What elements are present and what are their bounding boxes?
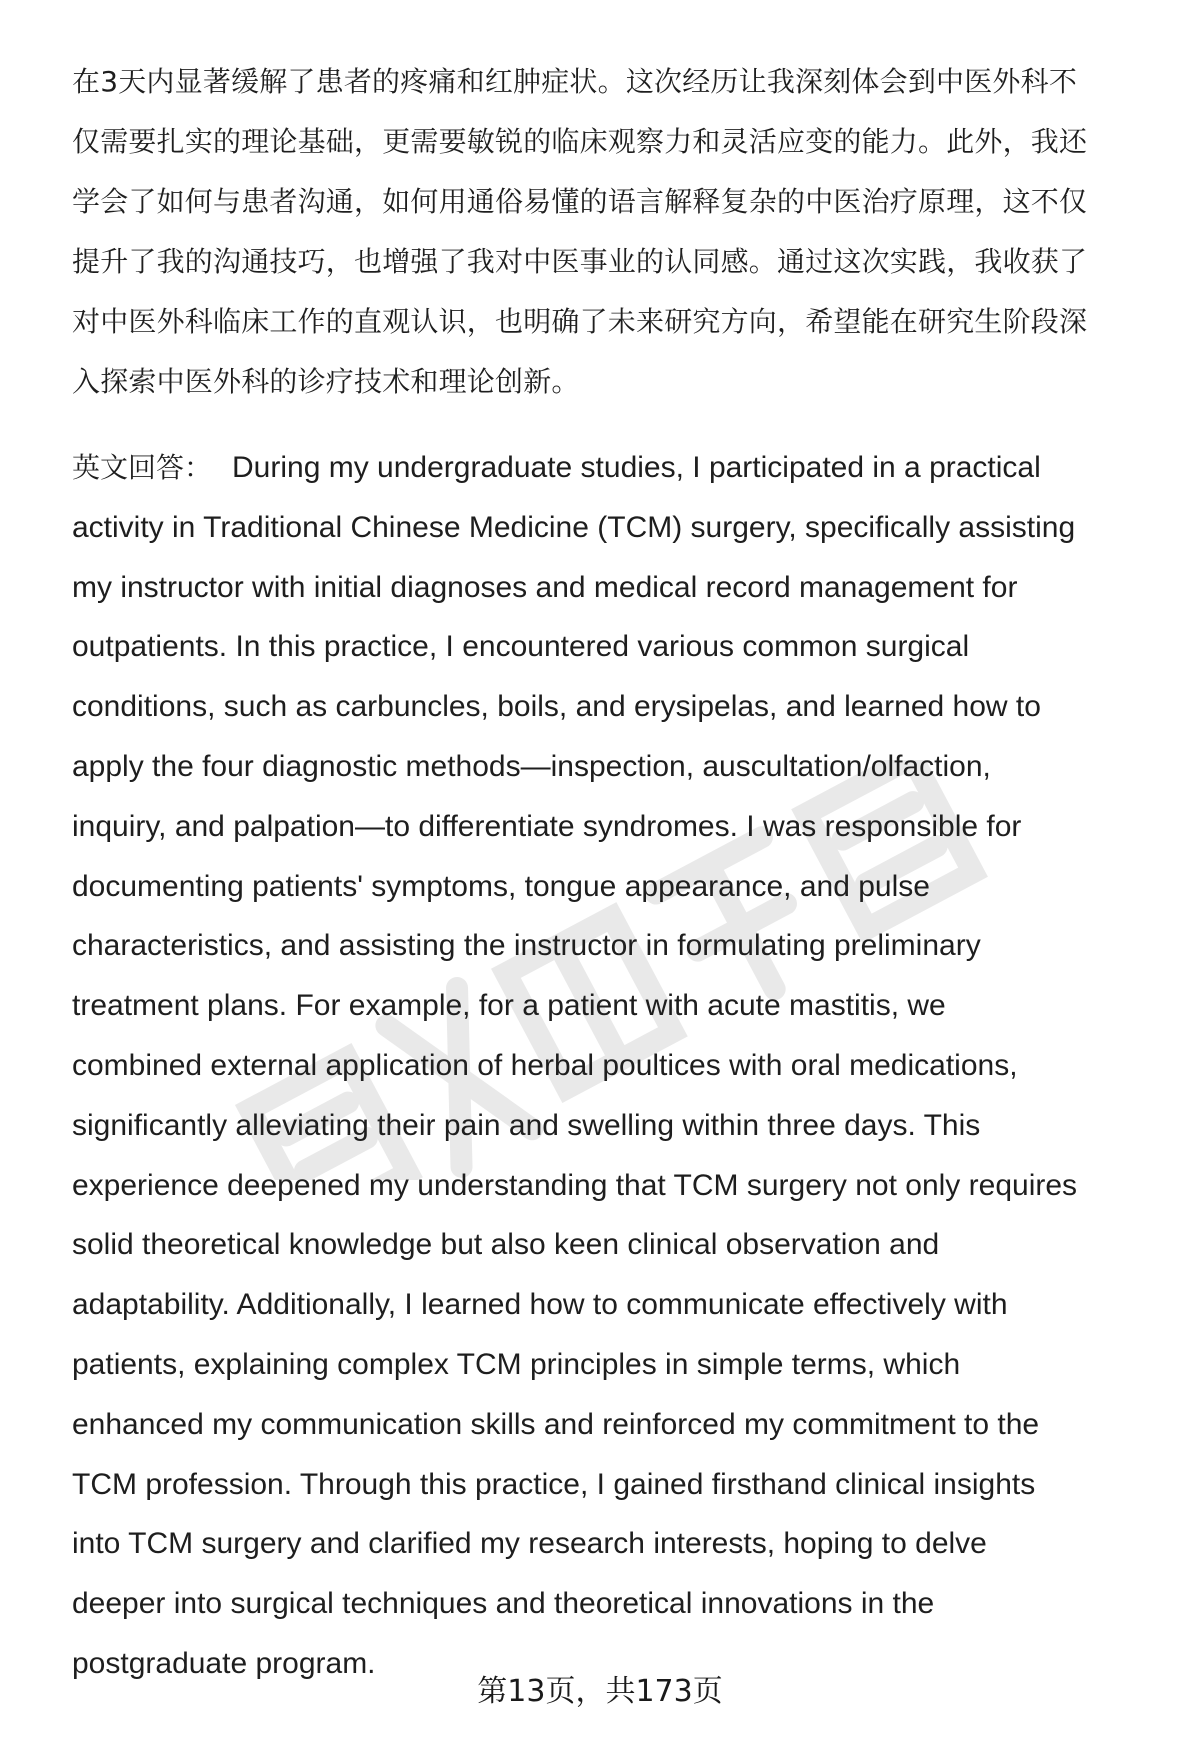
english-line: characteristics, and assisting the instructor in formulating preliminary bbox=[72, 929, 981, 963]
english-line: conditions, such as carbuncles, boils, and erysipelas, and learned how to bbox=[72, 690, 1041, 724]
english-line: apply the four diagnostic methods—inspection, auscultation/olfaction, bbox=[72, 749, 991, 783]
chinese-line: 对中医外科临床工作的直观认识，也明确了未来研究方向，希望能在研究生阶段深 bbox=[72, 305, 1088, 338]
english-line: TCM profession. Through this practice, I gained firsthand clinical insights bbox=[72, 1467, 1036, 1501]
english-line: activity in Traditional Chinese Medicine (TCM) surgery, specifically assisting bbox=[72, 510, 1076, 544]
english-line: combined external application of herbal poultices with oral medications, bbox=[72, 1048, 1018, 1082]
chinese-line: 学会了如何与患者沟通，如何用通俗易懂的语言解释复杂的中医治疗原理，这不仅 bbox=[72, 185, 1088, 218]
english-line: into TCM surgery and clarified my research interests, hoping to delve bbox=[72, 1527, 987, 1561]
english-line: experience deepened my understanding that TCM surgery not only requires bbox=[72, 1168, 1078, 1202]
english-line: documenting patients' symptoms, tongue appearance, and pulse bbox=[72, 869, 930, 903]
english-line: deeper into surgical techniques and theoretical innovations in the bbox=[72, 1587, 935, 1621]
english-line: outpatients. In this practice, I encountered various common surgical bbox=[72, 630, 970, 664]
english-line: my instructor with initial diagnoses and medical record management for bbox=[72, 570, 1018, 604]
english-line: postgraduate program. bbox=[72, 1646, 376, 1680]
english-line: adaptability. Additionally, I learned how to communicate effectively with bbox=[72, 1288, 1008, 1322]
chinese-paragraph bbox=[72, 52, 1152, 412]
english-answer-paragraph bbox=[72, 438, 1182, 1694]
chinese-line: 仅需要扎实的理论基础，更需要敏锐的临床观察力和灵活应变的能力。此外，我还 bbox=[72, 125, 1088, 158]
english-line: solid theoretical knowledge but also keen clinical observation and bbox=[72, 1228, 940, 1262]
english-answer-label: 英文回答： bbox=[72, 451, 213, 484]
english-line: significantly alleviating their pain and swelling within three days. This bbox=[72, 1108, 981, 1142]
english-line: treatment plans. For example, for a patient with acute mastitis, we bbox=[72, 989, 946, 1023]
english-line: patients, explaining complex TCM principles in simple terms, which bbox=[72, 1347, 961, 1381]
chinese-line: 提升了我的沟通技巧，也增强了我对中医事业的认同感。通过这次实践，我收获了 bbox=[72, 245, 1088, 278]
chinese-line: 在3天内显著缓解了患者的疼痛和红肿症状。这次经历让我深刻体会到中医外科不 bbox=[72, 65, 1078, 98]
page-number-footer: 第13页，共173页 bbox=[477, 1674, 723, 1709]
english-line: During my undergraduate studies, I participated in a practical bbox=[232, 451, 1041, 484]
english-line: enhanced my communication skills and reinforced my commitment to the bbox=[72, 1407, 1040, 1441]
chinese-line: 入探索中医外科的诊疗技术和理论创新。 bbox=[72, 365, 580, 398]
english-first-line bbox=[72, 438, 1182, 498]
english-line: inquiry, and palpation—to differentiate syndromes. I was responsible for bbox=[72, 809, 1022, 843]
